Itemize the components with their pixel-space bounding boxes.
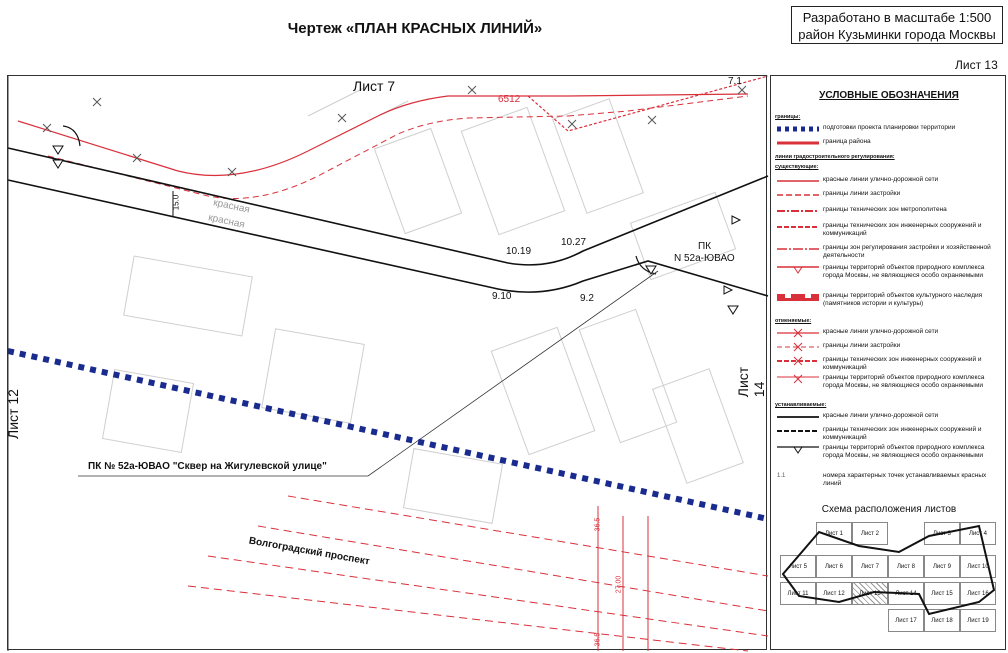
sheet-label-top: Лист 7 xyxy=(353,78,396,94)
street-code: 6512 xyxy=(498,94,521,105)
district-line: район Кузьминки города Москвы xyxy=(798,27,996,42)
pk-label: ПК xyxy=(698,241,712,252)
scheme-cell: Лист 12 xyxy=(816,582,852,605)
legend-heading-established: устанавливаемые: xyxy=(775,402,827,408)
point-10-19: 10.19 xyxy=(506,246,532,257)
sheet-label-right: Лист 14 xyxy=(735,366,768,398)
district-outline xyxy=(779,522,1001,646)
sheet-label-left: Лист 12 xyxy=(4,389,21,439)
scheme-cell: Лист 8 xyxy=(888,555,924,578)
sheet-scheme xyxy=(779,522,1001,646)
scheme-cell: Лист 9 xyxy=(924,555,960,578)
red-word-2: красная xyxy=(207,212,246,231)
project-boundary-symbol xyxy=(777,124,819,134)
scheme-cell: Лист 3 xyxy=(924,522,960,545)
scheme-cell: Лист 4 xyxy=(960,522,996,545)
sheet-number: Лист 13 xyxy=(955,58,998,72)
existing-red-lines xyxy=(18,76,768,199)
building-outlines xyxy=(103,86,744,523)
district-boundary-symbol xyxy=(777,138,819,148)
boundary-triangles xyxy=(53,146,740,314)
cancelled-marks xyxy=(43,86,746,176)
planning-boundary xyxy=(8,351,768,519)
scheme-cell: Лист 5 xyxy=(780,555,816,578)
map-canvas[interactable] xyxy=(4,75,768,650)
scheme-cell: Лист 10 xyxy=(960,555,996,578)
scheme-cell-current: Лист 13 xyxy=(852,582,888,605)
avenue-label: Волгоградский проспект xyxy=(247,535,371,568)
scheme-cell: Лист 6 xyxy=(816,555,852,578)
point-number-symbol: 1.1 xyxy=(777,473,786,479)
pk-number: N 52а-ЮВАО xyxy=(674,253,735,264)
scheme-cell: Лист 1 xyxy=(816,522,852,545)
scheme-cell: Лист 11 xyxy=(780,582,816,605)
width-label: 15.0 xyxy=(171,194,181,211)
legend-heading-borders: границы: xyxy=(775,114,801,120)
lower-red-lines xyxy=(188,496,768,651)
legend-heading-regulation: линии градостроительного регулирования: xyxy=(775,154,895,160)
scheme-title: Схема расположения листов xyxy=(821,504,957,515)
point-10-27: 10.27 xyxy=(561,237,587,248)
drawing-title: Чертеж «ПЛАН КРАСНЫХ ЛИНИЙ» xyxy=(287,20,543,37)
park-label: ПК № 52а-ЮВАО "Сквер на Жигулевской улице" xyxy=(88,461,327,472)
scheme-cell: Лист 16 xyxy=(960,582,996,605)
legend-heading-cancelled: отменяемые: xyxy=(775,318,812,324)
dimension-1: 36.5 xyxy=(594,517,602,532)
point-9-10: 9.10 xyxy=(492,291,512,302)
legend-title: УСЛОВНЫЕ ОБОЗНАЧЕНИЯ xyxy=(819,90,959,101)
scale-box xyxy=(791,6,1003,44)
dimension-2: 27.00 xyxy=(615,575,623,594)
point-9-2: 9.2 xyxy=(580,293,594,304)
scheme-cell: Лист 14 xyxy=(888,582,924,605)
legend-heading-existing: существующие: xyxy=(775,164,819,170)
scheme-cell: Лист 19 xyxy=(960,609,996,632)
scale-line: Разработано в масштабе 1:500 xyxy=(802,10,992,25)
dimension-3: 36.5 xyxy=(594,632,602,647)
red-word-1: красная xyxy=(212,197,251,216)
legend-panel: УСЛОВНЫЕ ОБОЗНАЧЕНИЯ границы: подготовки проекта планировки территории граница района линии градостроительного регулирования: существующие: красные линии улично-дорожной сети границы линии застройки границы технических зон метрополитена границы технических зон инженерных сооружений и коммуникаций границы зон регулирования застройки и хозяйственной деятельности границы территорий объектов природного комплекса города Москвы, не являющиеся особо охраняемыми границы территорий объектов культурного наследия (памятников истории и культуры) отменяемые: красные линии улично-дорожной сети границы линии застройки границы технических зон инженерных сооружений и коммуникаций границы территорий объектов природного комплекса города Москвы, не являющиеся особо охраняемыми устанавливаемые: красные линии улично-дорожной сети границы технических зон инженерных сооружений и коммуникаций границы территорий объектов природного комплекса города Москвы, не являющиеся особо охраняемыми 1.1 номера характерных точек устанавливаемых красных линий Схема расположения листов Лист 1 Лист 2 Лист 3 Лист 4 Лист 5 Лист 6 Лист 7 Лист 8 Лист 9 Лист 10 Лист 11 Лист 12 Лист 13 Лист 14 Лист 15 Лист 16 Лист 17 Лист 18 Лист 19 xyxy=(770,75,1006,650)
scheme-cell: Лист 17 xyxy=(888,609,924,632)
map-drawing xyxy=(8,76,768,651)
scheme-cell: Лист 7 xyxy=(852,555,888,578)
scheme-cell: Лист 15 xyxy=(924,582,960,605)
corner-code: 7.1 xyxy=(728,76,742,87)
scheme-cell: Лист 2 xyxy=(852,522,888,545)
scheme-cell: Лист 18 xyxy=(924,609,960,632)
